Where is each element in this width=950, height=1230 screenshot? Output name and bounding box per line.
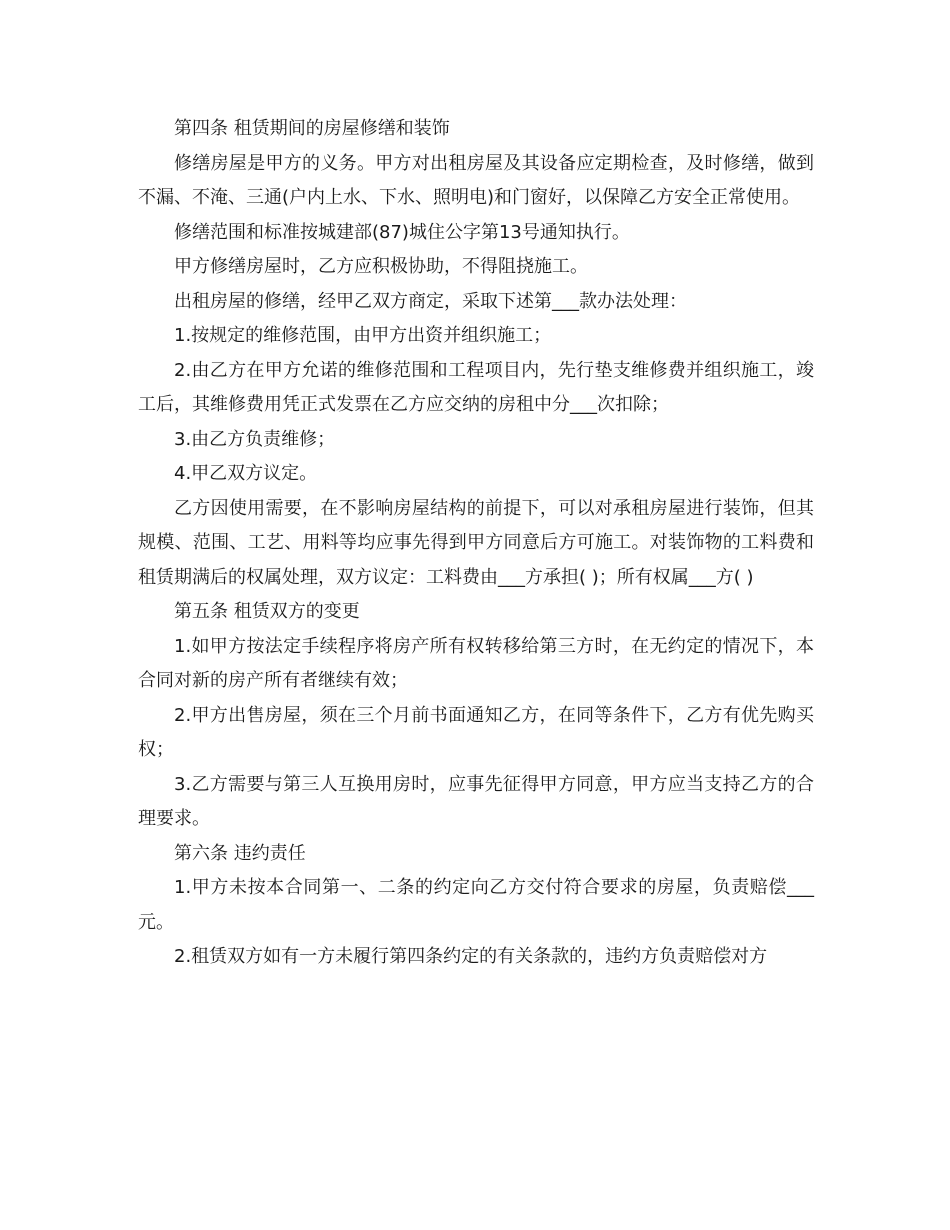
list-item: 1.甲方未按本合同第一、二条的约定向乙方交付符合要求的房屋，负责赔偿___元。: [138, 877, 814, 933]
list-item: 1.如甲方按法定手续程序将房产所有权转移给第三方时，在无约定的情况下，本合同对新的房产所有者继续有效；: [138, 635, 814, 691]
document-body: [138, 112, 814, 975]
list-item: 3.乙方需要与第三人互换用房时，应事先征得甲方同意，甲方应当支持乙方的合理要求。: [138, 773, 814, 829]
section-heading-article-6: 第六条 违约责任: [174, 842, 306, 864]
list-item: 1.按规定的维修范围，由甲方出资并组织施工；: [174, 325, 552, 346]
section-heading-article-5: 第五条 租赁双方的变更: [174, 601, 360, 622]
list-item: 3.由乙方负责维修；: [174, 428, 336, 450]
paragraph: 甲方修缮房屋时，乙方应积极协助，不得阻挠施工。: [174, 256, 588, 277]
list-item: 2.甲方出售房屋，须在三个月前书面通知乙方，在同等条件下，乙方有优先购买权；: [138, 704, 814, 760]
list-item: 4.甲乙双方议定。: [174, 463, 318, 484]
paragraph: 出租房屋的修缮，经甲乙双方商定，采取下述第___款办法处理：: [174, 290, 687, 312]
list-item: 2.由乙方在甲方允诺的维修范围和工程项目内，先行垫支维修费并组织施工，竣工后，其维修费用凭正式发票在乙方应交纳的房租中分___次扣除；: [138, 359, 814, 415]
paragraph: 修缮范围和标准按城建部(87)城住公字第13号通知执行。: [174, 221, 630, 243]
list-item: 2.租赁双方如有一方未履行第四条约定的有关条款的，违约方负责赔偿对方: [174, 946, 768, 967]
section-heading-article-4: 第四条 租赁期间的房屋修缮和装饰: [174, 118, 450, 139]
paragraph: 修缮房屋是甲方的义务。甲方对出租房屋及其设备应定期检查，及时修缮，做到不漏、不淹、三通(户内上水、下水、照明电)和门窗好，以保障乙方安全正常使用。: [138, 152, 814, 208]
paragraph: 乙方因使用需要，在不影响房屋结构的前提下，可以对承租房屋进行装饰，但其规模、范围、工艺、用料等均应事先得到甲方同意后方可施工。对装饰物的工料费和租赁期满后的权属处理，双方议定：工料费由___方承担( )；所有权属___方( ): [138, 497, 814, 588]
